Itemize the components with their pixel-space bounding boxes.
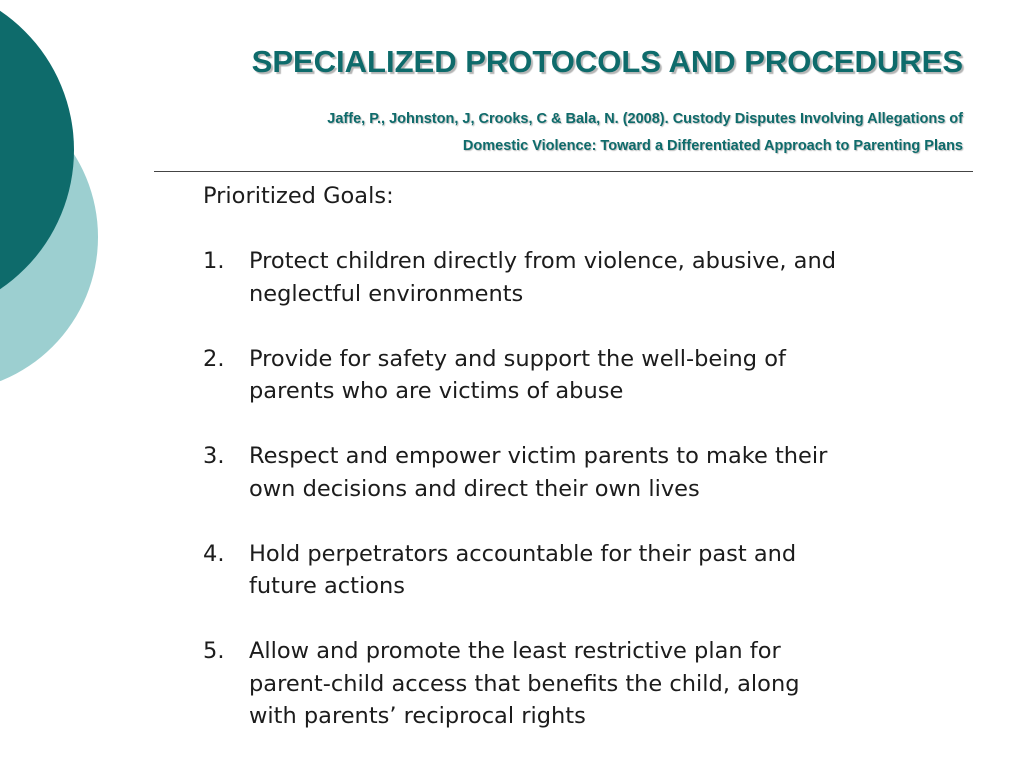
citation bbox=[150, 106, 963, 160]
goal-text-line: parents who are victims of abuse bbox=[249, 378, 624, 404]
goal-text-line: neglectful environments bbox=[249, 280, 524, 307]
goal-text-line: future actions bbox=[249, 573, 405, 599]
citation-line-2: Domestic Violence: Toward a Differentiated Approach to Parenting Plans bbox=[462, 138, 963, 154]
citation-line-1: Jaffe, P., Johnston, J, Crooks, C & Bala, N. (2008). Custody Disputes Involving Allegations of bbox=[327, 111, 963, 127]
goal-text bbox=[249, 538, 993, 603]
goal-text bbox=[249, 635, 993, 733]
slide-title: SPECIALIZED PROTOCOLS AND PROCEDURES bbox=[251, 44, 963, 79]
goal-number: 2. bbox=[203, 345, 225, 372]
goal-number: 5. bbox=[203, 638, 225, 664]
goal-item-3 bbox=[203, 440, 993, 505]
goal-text-line: Protect children directly from violence, abusive, and bbox=[249, 248, 836, 274]
goal-number: 3. bbox=[203, 443, 225, 469]
goals-list bbox=[203, 245, 993, 733]
goal-item-1 bbox=[203, 245, 993, 310]
goal-number: 4. bbox=[203, 540, 225, 567]
slide-body bbox=[203, 180, 993, 765]
goal-text-line: Allow and promote the least restrictive plan for bbox=[249, 638, 781, 664]
goal-text bbox=[249, 245, 993, 310]
goals-heading: Prioritized Goals: bbox=[203, 183, 394, 209]
title-divider bbox=[154, 171, 973, 172]
goal-number: 1. bbox=[203, 248, 225, 274]
goal-text-line: Provide for safety and support the well-being of bbox=[249, 345, 786, 372]
goal-text-line: Respect and empower victim parents to make their bbox=[249, 443, 828, 469]
goal-item-5 bbox=[203, 635, 993, 733]
goal-text-line: own decisions and direct their own lives bbox=[249, 475, 700, 502]
goal-text-line: parent-child access that benefits the child, along bbox=[249, 670, 800, 697]
goal-text bbox=[249, 440, 993, 505]
goal-text-line: with parents’ reciprocal rights bbox=[249, 703, 586, 729]
goal-item-4 bbox=[203, 538, 993, 603]
goal-text-line: Hold perpetrators accountable for their past and bbox=[249, 540, 797, 567]
goal-text bbox=[249, 343, 993, 408]
goal-item-2 bbox=[203, 343, 993, 408]
